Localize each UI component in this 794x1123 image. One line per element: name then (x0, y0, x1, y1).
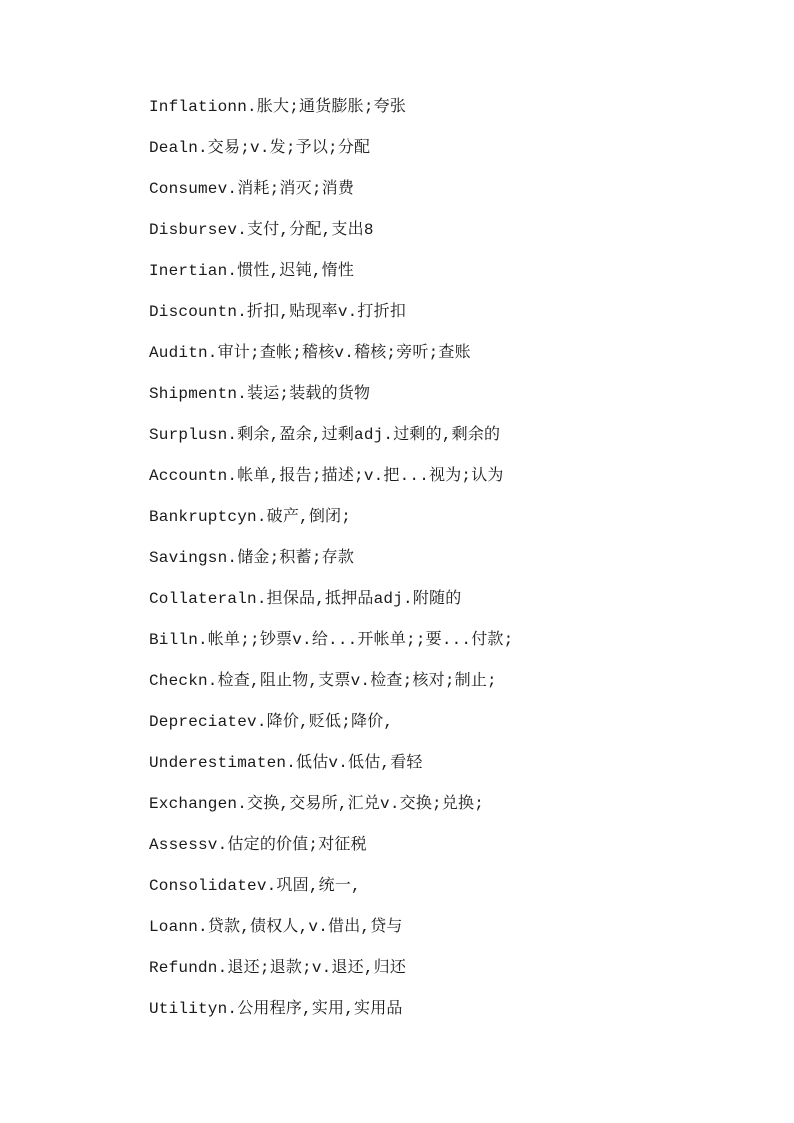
vocab-entry: Consolidatev.巩固,统一, (149, 877, 361, 895)
vocab-entry: Assessv.估定的价值;对征税 (149, 836, 367, 854)
vocab-entry: Inflationn.胀大;通货膨胀;夸张 (149, 98, 407, 116)
vocab-entry: Savingsn.储金;积蓄;存款 (149, 549, 355, 567)
vocab-entry: Disbursev.支付,分配,支出8 (149, 221, 374, 239)
vocab-entry: Shipmentn.装运;装载的货物 (149, 385, 371, 403)
vocab-entry: Utilityn.公用程序,实用,实用品 (149, 1000, 403, 1018)
vocab-entry: Inertian.惯性,迟钝,惰性 (149, 262, 355, 280)
vocab-entry: Consumev.消耗;消灭;消费 (149, 180, 355, 198)
vocab-entry: Exchangen.交换,交易所,汇兑v.交换;兑换; (149, 795, 485, 813)
vocab-entry: Checkn.检查,阻止物,支票v.检查;核对;制止; (149, 672, 497, 690)
vocab-entry: Underestimaten.低估v.低估,看轻 (149, 754, 423, 772)
vocab-entry: Dealn.交易;v.发;予以;分配 (149, 139, 371, 157)
vocab-entry: Billn.帐单;;钞票v.给...开帐单;;要...付款; (149, 631, 514, 649)
vocab-entry: Surplusn.剩余,盈余,过剩adj.过剩的,剩余的 (149, 426, 501, 444)
vocab-entry: Bankruptcyn.破产,倒闭; (149, 508, 352, 526)
vocab-entry: Depreciatev.降价,贬低;降价, (149, 713, 394, 731)
vocab-entry: Discountn.折扣,贴现率v.打折扣 (149, 303, 407, 321)
vocab-entry: Accountn.帐单,报告;描述;v.把...视为;认为 (149, 467, 504, 485)
vocabulary-list (149, 92, 749, 1035)
vocab-entry: Auditn.审计;查帐;稽核v.稽核;旁听;查账 (149, 344, 471, 362)
vocab-entry: Refundn.退还;退款;v.退还,归还 (149, 959, 407, 977)
vocab-entry: Loann.贷款,债权人,v.借出,贷与 (149, 918, 403, 936)
vocab-entry: Collateraln.担保品,抵押品adj.附随的 (149, 590, 462, 608)
